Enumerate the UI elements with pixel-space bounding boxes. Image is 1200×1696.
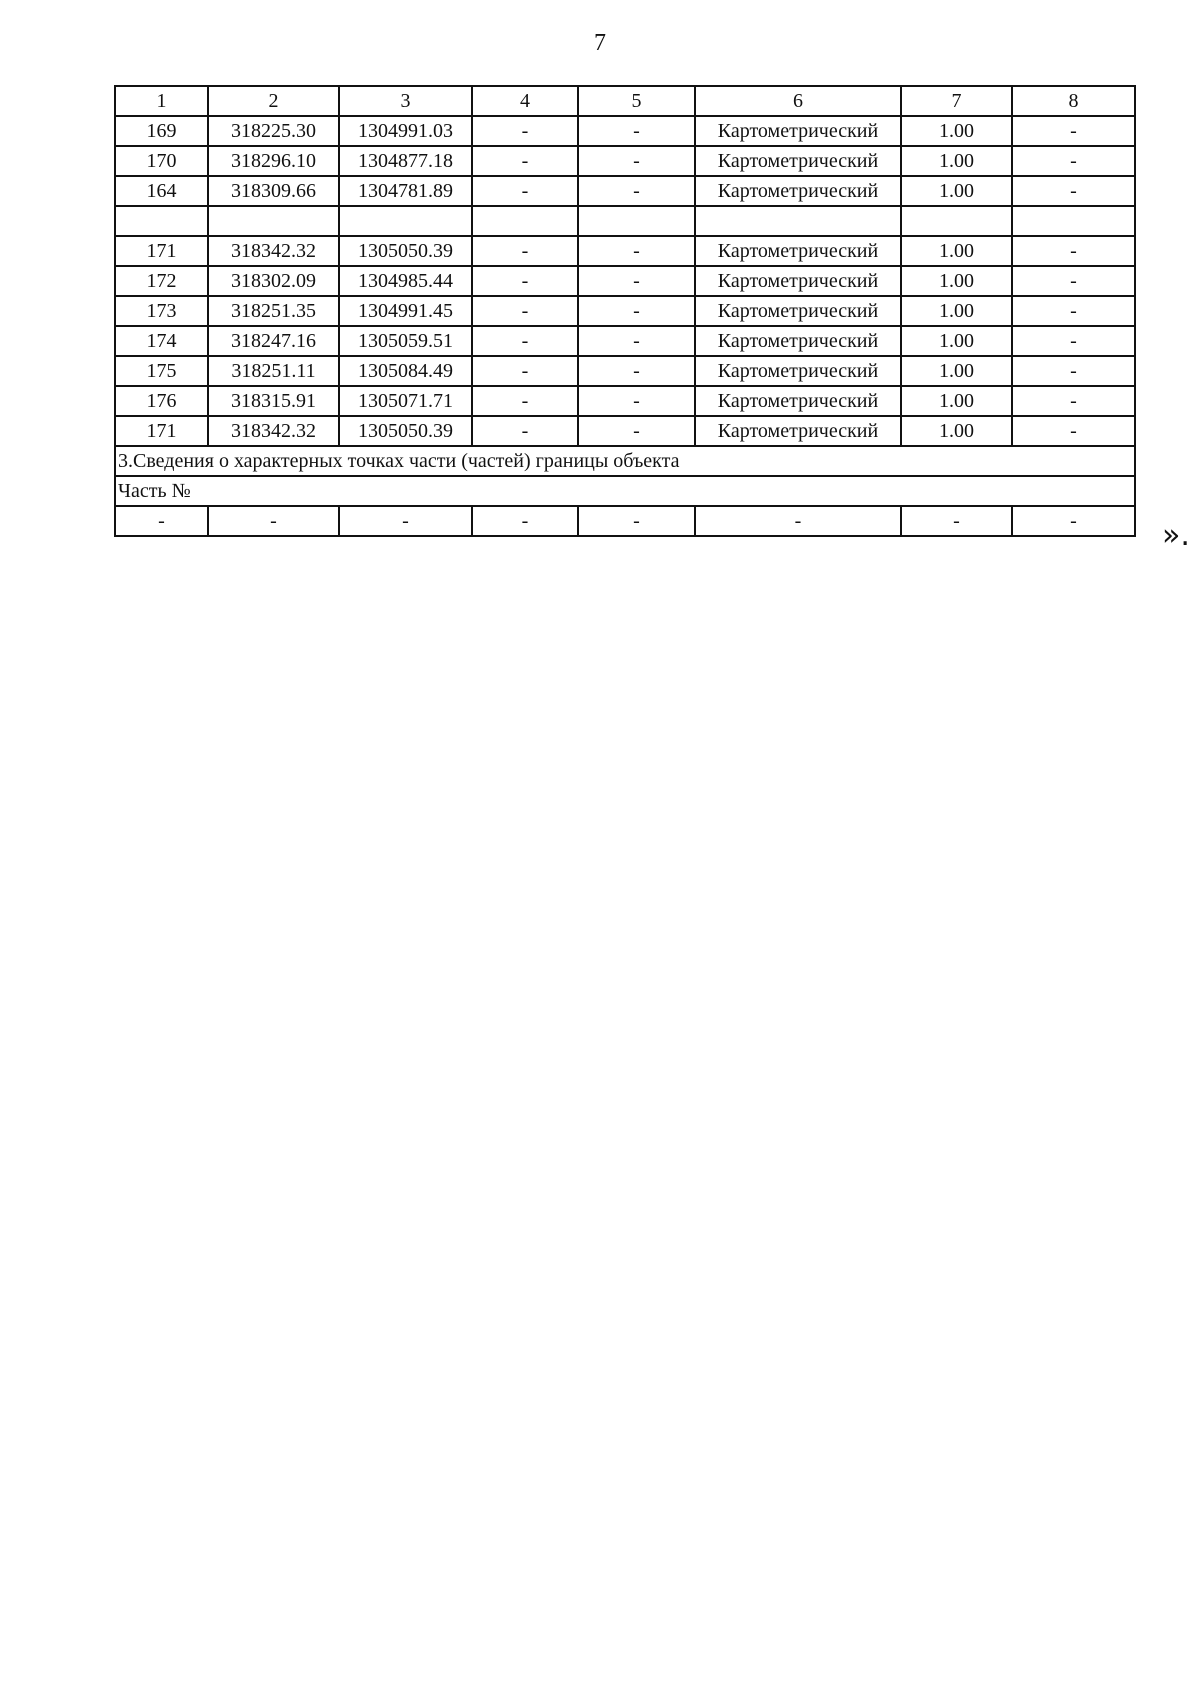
- table-cell: 1.00: [901, 416, 1012, 446]
- table-row: [115, 506, 1135, 536]
- table-cell: 318296.10: [208, 146, 339, 176]
- table-cell: 1304781.89: [339, 176, 472, 206]
- table-cell: -: [1012, 356, 1135, 386]
- table-cell: -: [208, 506, 339, 536]
- table-cell: -: [472, 266, 578, 296]
- table-cell: 2: [208, 86, 339, 116]
- table-row: [115, 386, 1135, 416]
- table-cell: 169: [115, 116, 208, 146]
- table-cell: -: [578, 266, 695, 296]
- table-row: [115, 236, 1135, 266]
- table-cell: 318302.09: [208, 266, 339, 296]
- table-cell: 175: [115, 356, 208, 386]
- boundary-points-table: [114, 85, 1136, 537]
- table-cell: -: [472, 176, 578, 206]
- table-cell: -: [1012, 236, 1135, 266]
- part-label-row-text: Часть №: [115, 476, 1135, 506]
- table-cell: -: [578, 236, 695, 266]
- table-cell: Картометрический: [695, 236, 901, 266]
- table-cell: -: [339, 506, 472, 536]
- table-cell: -: [472, 236, 578, 266]
- table-cell: 172: [115, 266, 208, 296]
- table-cell: 1305050.39: [339, 416, 472, 446]
- table-cell: -: [1012, 326, 1135, 356]
- table-cell: Картометрический: [695, 356, 901, 386]
- table-cell: Картометрический: [695, 116, 901, 146]
- table-row: [115, 266, 1135, 296]
- table-cell: 1.00: [901, 386, 1012, 416]
- table-cell: 1304991.03: [339, 116, 472, 146]
- table-cell: -: [115, 506, 208, 536]
- table-cell: -: [1012, 266, 1135, 296]
- table-row: [115, 176, 1135, 206]
- table-cell: 318251.11: [208, 356, 339, 386]
- table-cell: 1.00: [901, 296, 1012, 326]
- table-cell: -: [472, 146, 578, 176]
- table-cell: -: [1012, 386, 1135, 416]
- table-cell: -: [472, 326, 578, 356]
- table-cell: 1.00: [901, 326, 1012, 356]
- table-cell: 1304985.44: [339, 266, 472, 296]
- table-cell: 3: [339, 86, 472, 116]
- table-cell: Картометрический: [695, 416, 901, 446]
- table-row: [115, 116, 1135, 146]
- table-cell: -: [695, 506, 901, 536]
- table-cell: [901, 206, 1012, 236]
- table-cell: 1.00: [901, 146, 1012, 176]
- part-label-row: [115, 476, 1135, 506]
- table-cell: 1.00: [901, 356, 1012, 386]
- table-cell: -: [578, 326, 695, 356]
- table-cell: -: [578, 146, 695, 176]
- table-cell: -: [901, 506, 1012, 536]
- section-title-row-text: 3.Сведения о характерных точках части (частей) границы объекта: [115, 446, 1135, 476]
- table-cell: Картометрический: [695, 266, 901, 296]
- table-cell: [695, 206, 901, 236]
- table-header-row: [115, 86, 1135, 116]
- table-cell: 5: [578, 86, 695, 116]
- table-cell: [472, 206, 578, 236]
- table-cell: -: [472, 356, 578, 386]
- table-cell: Картометрический: [695, 176, 901, 206]
- closing-quote: ».: [1162, 518, 1190, 553]
- table-cell: -: [1012, 146, 1135, 176]
- table-cell: -: [1012, 416, 1135, 446]
- table-cell: 176: [115, 386, 208, 416]
- table-cell: -: [1012, 296, 1135, 326]
- table-cell: 171: [115, 416, 208, 446]
- table-row: [115, 326, 1135, 356]
- table-cell: Картометрический: [695, 386, 901, 416]
- section-title-row: [115, 446, 1135, 476]
- table-cell: 4: [472, 86, 578, 116]
- table-body: [115, 86, 1135, 536]
- table-cell: [208, 206, 339, 236]
- table-cell: 1.00: [901, 266, 1012, 296]
- table-cell: [115, 206, 208, 236]
- table-cell: [1012, 206, 1135, 236]
- table-cell: 318225.30: [208, 116, 339, 146]
- table-cell: -: [578, 296, 695, 326]
- table-cell: 170: [115, 146, 208, 176]
- table-cell: [578, 206, 695, 236]
- table-cell: -: [472, 386, 578, 416]
- table-cell: 318251.35: [208, 296, 339, 326]
- table-cell: 164: [115, 176, 208, 206]
- table-cell: 1.00: [901, 176, 1012, 206]
- table-cell: -: [472, 116, 578, 146]
- table-cell: -: [578, 176, 695, 206]
- table-cell: -: [1012, 116, 1135, 146]
- table-cell: 7: [901, 86, 1012, 116]
- table-cell: [339, 206, 472, 236]
- table-cell: 318342.32: [208, 416, 339, 446]
- table-cell: -: [578, 386, 695, 416]
- table-cell: -: [578, 116, 695, 146]
- table-cell: -: [472, 416, 578, 446]
- table-cell: 1304877.18: [339, 146, 472, 176]
- table-cell: 1305059.51: [339, 326, 472, 356]
- table-cell: 1305084.49: [339, 356, 472, 386]
- table-row: [115, 206, 1135, 236]
- table-cell: 1: [115, 86, 208, 116]
- table-cell: -: [578, 356, 695, 386]
- table-cell: -: [578, 506, 695, 536]
- table-cell: -: [472, 506, 578, 536]
- table-cell: 318247.16: [208, 326, 339, 356]
- table-row: [115, 296, 1135, 326]
- table-cell: 171: [115, 236, 208, 266]
- table-cell: Картометрический: [695, 146, 901, 176]
- table-cell: 173: [115, 296, 208, 326]
- table-cell: 1305071.71: [339, 386, 472, 416]
- table-cell: 1.00: [901, 116, 1012, 146]
- table-cell: -: [1012, 176, 1135, 206]
- table-cell: -: [1012, 506, 1135, 536]
- table-cell: -: [472, 296, 578, 326]
- table-row: [115, 356, 1135, 386]
- table-cell: 1304991.45: [339, 296, 472, 326]
- table-cell: 174: [115, 326, 208, 356]
- table-cell: 8: [1012, 86, 1135, 116]
- table-cell: Картометрический: [695, 296, 901, 326]
- table-cell: 318342.32: [208, 236, 339, 266]
- table-cell: 1305050.39: [339, 236, 472, 266]
- page-number: 7: [594, 30, 606, 56]
- table-row: [115, 146, 1135, 176]
- table-cell: -: [578, 416, 695, 446]
- table-cell: 1.00: [901, 236, 1012, 266]
- table-cell: 318309.66: [208, 176, 339, 206]
- table-cell: Картометрический: [695, 326, 901, 356]
- table-cell: 6: [695, 86, 901, 116]
- table-cell: 318315.91: [208, 386, 339, 416]
- table-row: [115, 416, 1135, 446]
